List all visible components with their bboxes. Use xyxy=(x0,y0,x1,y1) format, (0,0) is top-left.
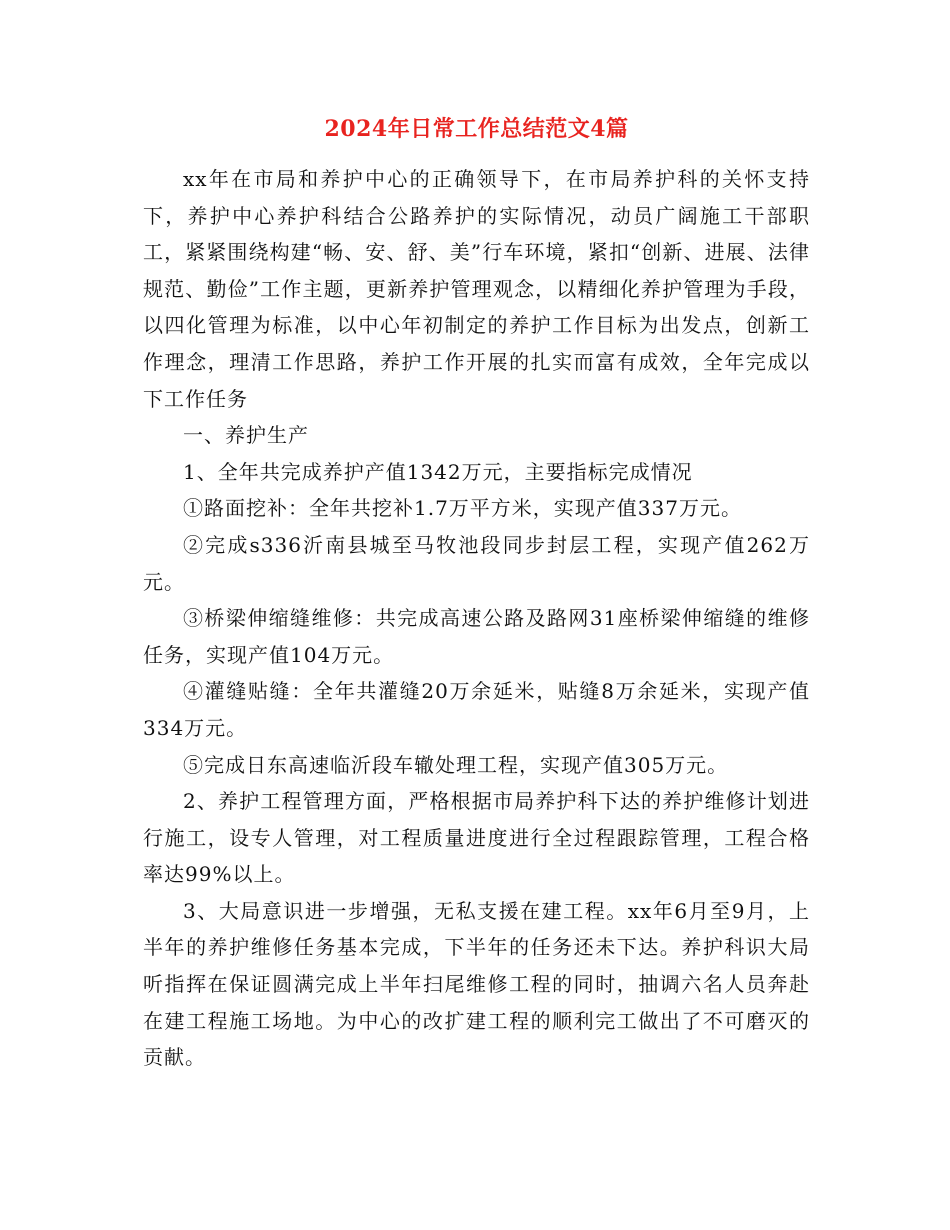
paragraph-support-projects: 3、大局意识进一步增强，无私支援在建工程。xx年6月至9月，上半年的养护维修任务基本完成，下半年的任务还未下达。养护科识大局听指挥在保证圆满完成上半年扫尾维修工程的同时，抽调六名人员奔赴在建工程施工场地。为中心的改扩建工程的顺利完工做出了不可磨灭的贡献。 xyxy=(143,898,810,1070)
list-item-rutting: ⑤完成日东高速临沂段车辙处理工程，实现产值305万元。 xyxy=(183,752,729,777)
list-item-output-total: 1、全年共完成养护产值1342万元，主要指标完成情况 xyxy=(183,459,693,484)
list-item-pavement-patching: ①路面挖补：全年共挖补1.7万平方米，实现产值337万元。 xyxy=(183,496,742,521)
list-item-seal-coat: ②完成s336沂南县城至马牧池段同步封层工程，实现产值262万元。 xyxy=(143,532,810,594)
list-item-bridge-joints: ③桥梁伸缩缝维修：共完成高速公路及路网31座桥梁伸缩缝的维修任务，实现产值104万元。 xyxy=(143,606,810,667)
document-title: 2024年日常工作总结范文4篇 xyxy=(324,116,629,142)
document-page xyxy=(143,112,810,1076)
section-heading-maintenance: 一、养护生产 xyxy=(183,423,309,448)
paragraph-project-management: 2、养护工程管理方面，严格根据市局养护科下达的养护维修计划进行施工，设专人管理，对工程质量进度进行全过程跟踪管理，工程合格率达99%以上。 xyxy=(143,789,810,887)
paragraph-intro: xx年在市局和养护中心的正确领导下，在市局养护科的关怀支持下，养护中心养护科结合公路养护的实际情况，动员广阔施工干部职工，紧紧围绕构建“畅、安、舒、美”行车环境，紧扣“创新、进展、法律规范、勤俭”工作主题，更新养护管理观念，以精细化养护管理为手段，以四化管理为标准，以中心年初制定的养护工作目标为出发点，创新工作理念，理清工作思路，养护工作开展的扎实而富有成效，全年完成以下工作任务 xyxy=(143,167,810,411)
list-item-crack-sealing: ④灌缝贴缝：全年共灌缝20万余延米，贴缝8万余延米，实现产值334万元。 xyxy=(143,679,810,740)
